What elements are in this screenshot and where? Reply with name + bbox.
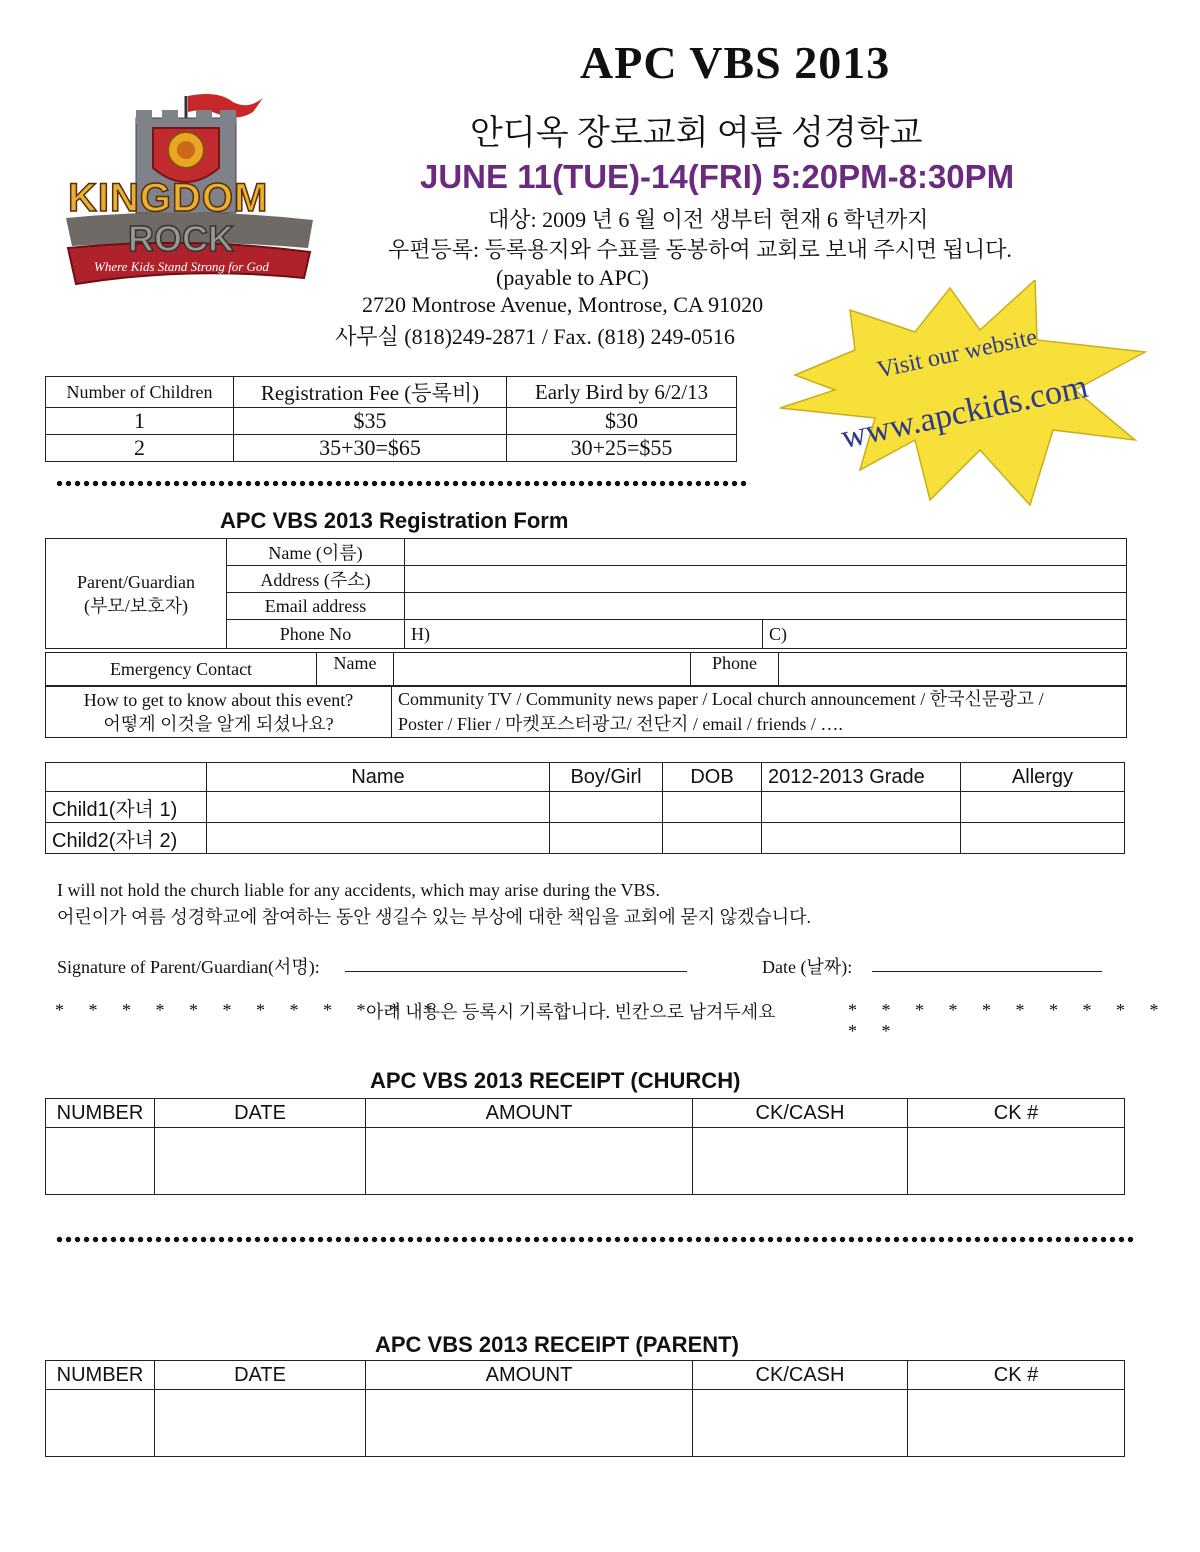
- receipt-church-date-field[interactable]: [155, 1128, 366, 1195]
- korean-subtitle: 안디옥 장로교회 여름 성경학교: [470, 115, 923, 152]
- fee-row: [46, 408, 737, 435]
- receipt-parent-table: [45, 1360, 1125, 1457]
- child1-gender-field[interactable]: [550, 792, 663, 823]
- parent-table: [45, 538, 1127, 649]
- child2-name-field[interactable]: [207, 823, 550, 854]
- emergency-contact-label: Emergency Contact: [46, 653, 317, 686]
- logo-banner-text: Where Kids Stand Strong for God: [94, 259, 269, 274]
- receipt-church-ckcash-field[interactable]: [693, 1128, 908, 1195]
- receipt-header-amount: AMOUNT: [366, 1099, 693, 1128]
- signature-line[interactable]: [345, 971, 687, 972]
- kingdom-rock-logo: [58, 88, 323, 288]
- mail-registration-text: 우편등록: 등록용지와 수표를 동봉하여 교회로 보내 주시면 됩니다.: [388, 237, 1012, 262]
- website-starburst: [775, 280, 1150, 510]
- emergency-phone-field[interactable]: [779, 653, 1127, 686]
- child1-grade-field[interactable]: [762, 792, 961, 823]
- children-header-allergy: Allergy: [961, 763, 1125, 792]
- fee-header-earlybird: Early Bird by 6/2/13: [507, 377, 737, 408]
- table-row: [46, 1128, 1125, 1195]
- child1-label: Child1(자녀 1): [46, 792, 207, 823]
- child2-label: Child2(자녀 2): [46, 823, 207, 854]
- page-title: APC VBS 2013: [580, 37, 891, 88]
- children-header-dob: DOB: [663, 763, 762, 792]
- parent-guardian-label: [46, 539, 227, 649]
- emergency-phone-label: Phone: [691, 653, 779, 686]
- receipt-parent-amount-field[interactable]: [366, 1390, 693, 1457]
- receipt-header-date: DATE: [155, 1099, 366, 1128]
- children-header-name: Name: [207, 763, 550, 792]
- logo-kingdom-text: KINGDOM: [68, 176, 269, 220]
- receipt-parent-date-field[interactable]: [155, 1390, 366, 1457]
- cut-line: [55, 1236, 1135, 1243]
- home-phone-field[interactable]: H): [405, 620, 763, 649]
- email-label: Email address: [227, 593, 405, 620]
- waiver-english: I will not hold the church liable for any accidents, which may arise during the VBS.: [57, 880, 661, 900]
- emergency-name-label: Name: [317, 653, 394, 686]
- child2-gender-field[interactable]: [550, 823, 663, 854]
- receipt-church-amount-field[interactable]: [366, 1128, 693, 1195]
- payable-text: (payable to APC): [496, 265, 649, 290]
- receipt-church-title: APC VBS 2013 RECEIPT (CHURCH): [370, 1068, 741, 1093]
- receipt-header-cknumber: CK #: [908, 1099, 1125, 1128]
- cut-line: [55, 480, 750, 487]
- table-row: [46, 823, 1125, 854]
- receipt-church-cknumber-field[interactable]: [908, 1128, 1125, 1195]
- event-dates: JUNE 11(TUE)-14(FRI) 5:20PM-8:30PM: [420, 158, 1015, 195]
- parent-name-field[interactable]: [405, 539, 1127, 566]
- fee-row: [46, 435, 737, 462]
- emergency-name-field[interactable]: [394, 653, 691, 686]
- starburst-line1: Visit our website: [875, 324, 1040, 384]
- fee-table-header: [46, 377, 737, 408]
- how-know-label: [46, 687, 392, 738]
- office-phone: 사무실 (818)249-2871 / Fax. (818) 249-0516: [335, 324, 735, 349]
- receipt-church-number-field[interactable]: [46, 1128, 155, 1195]
- receipt-church-table: [45, 1098, 1125, 1195]
- phone-label: Phone No: [227, 620, 405, 649]
- eligibility-text: 대상: 2009 년 6 월 이전 생부터 현재 6 학년까지: [488, 207, 929, 232]
- how-know-options-line1: Community TV / Community news paper / Local church announcement / 한국신문광고 /: [398, 689, 1044, 709]
- fee-header-children: Number of Children: [46, 377, 234, 408]
- receipt-church-header: [46, 1099, 1125, 1128]
- children-table: [45, 762, 1125, 854]
- child2-allergy-field[interactable]: [961, 823, 1125, 854]
- child1-dob-field[interactable]: [663, 792, 762, 823]
- parent-label-en: Parent/Guardian: [77, 571, 195, 592]
- signature-label: Signature of Parent/Guardian(서명):: [57, 957, 320, 977]
- fee-cell: $35: [234, 408, 507, 435]
- receipt-parent-cknumber-field[interactable]: [908, 1390, 1125, 1457]
- address-label: Address (주소): [227, 566, 405, 593]
- stars-right: * * * * * * * * * * * *: [848, 1000, 1169, 1041]
- fee-cell: 1: [46, 408, 234, 435]
- how-know-label-ko: 어떻게 이것을 알게 되셨나요?: [103, 714, 334, 734]
- emergency-table: [45, 652, 1127, 686]
- table-row: [46, 792, 1125, 823]
- parent-address-field[interactable]: [405, 566, 1127, 593]
- receipt-parent-number-field[interactable]: [46, 1390, 155, 1457]
- registration-form-title: APC VBS 2013 Registration Form: [220, 508, 569, 533]
- office-use-note: 아래 내용은 등록시 기록합니다. 빈칸으로 남겨두세요: [366, 1002, 776, 1022]
- fee-cell: 30+25=$55: [507, 435, 737, 462]
- how-know-table: [45, 686, 1127, 738]
- logo-rock-text: ROCK: [128, 218, 234, 259]
- receipt-header-ckcash: CK/CASH: [693, 1099, 908, 1128]
- receipt-header-ckcash: CK/CASH: [693, 1361, 908, 1390]
- waiver-korean: 어린이가 여름 성경학교에 참여하는 동안 생길수 있는 부상에 대한 책임을 교회에 묻지 않겠습니다.: [57, 907, 812, 927]
- receipt-parent-ckcash-field[interactable]: [693, 1390, 908, 1457]
- fee-cell: 2: [46, 435, 234, 462]
- stars-left: * * * * * * * * * * * *: [55, 1000, 443, 1020]
- receipt-parent-header: [46, 1361, 1125, 1390]
- cell-phone-field[interactable]: C): [763, 620, 1127, 649]
- child2-grade-field[interactable]: [762, 823, 961, 854]
- receipt-header-cknumber: CK #: [908, 1361, 1125, 1390]
- table-row: [46, 1390, 1125, 1457]
- church-address: 2720 Montrose Avenue, Montrose, CA 91020: [362, 292, 764, 317]
- child2-dob-field[interactable]: [663, 823, 762, 854]
- child1-allergy-field[interactable]: [961, 792, 1125, 823]
- children-header-grade: 2012-2013 Grade: [762, 763, 961, 792]
- children-header-blank: [46, 763, 207, 792]
- parent-email-field[interactable]: [405, 593, 1127, 620]
- date-line[interactable]: [872, 971, 1102, 972]
- fee-cell: $30: [507, 408, 737, 435]
- child1-name-field[interactable]: [207, 792, 550, 823]
- fee-cell: 35+30=$65: [234, 435, 507, 462]
- how-know-options-line2: Poster / Flier / 마켓포스터광고/ 전단지 / email / friends / ….: [398, 714, 843, 734]
- children-header-gender: Boy/Girl: [550, 763, 663, 792]
- receipt-header-number: NUMBER: [46, 1361, 155, 1390]
- receipt-header-date: DATE: [155, 1361, 366, 1390]
- how-know-options[interactable]: [392, 687, 1127, 738]
- receipt-header-amount: AMOUNT: [366, 1361, 693, 1390]
- receipt-header-number: NUMBER: [46, 1099, 155, 1128]
- receipt-parent-title: APC VBS 2013 RECEIPT (PARENT): [375, 1332, 739, 1357]
- how-know-label-en: How to get to know about this event?: [83, 690, 354, 710]
- website-link[interactable]: www.apckids.com: [838, 367, 1092, 457]
- fee-table: [45, 376, 737, 462]
- name-label: Name (이름): [227, 539, 405, 566]
- fee-header-registration: Registration Fee (등록비): [234, 377, 507, 408]
- date-label: Date (날짜):: [762, 957, 853, 977]
- parent-label-ko: (부모/보호자): [84, 595, 188, 616]
- children-table-header: [46, 763, 1125, 792]
